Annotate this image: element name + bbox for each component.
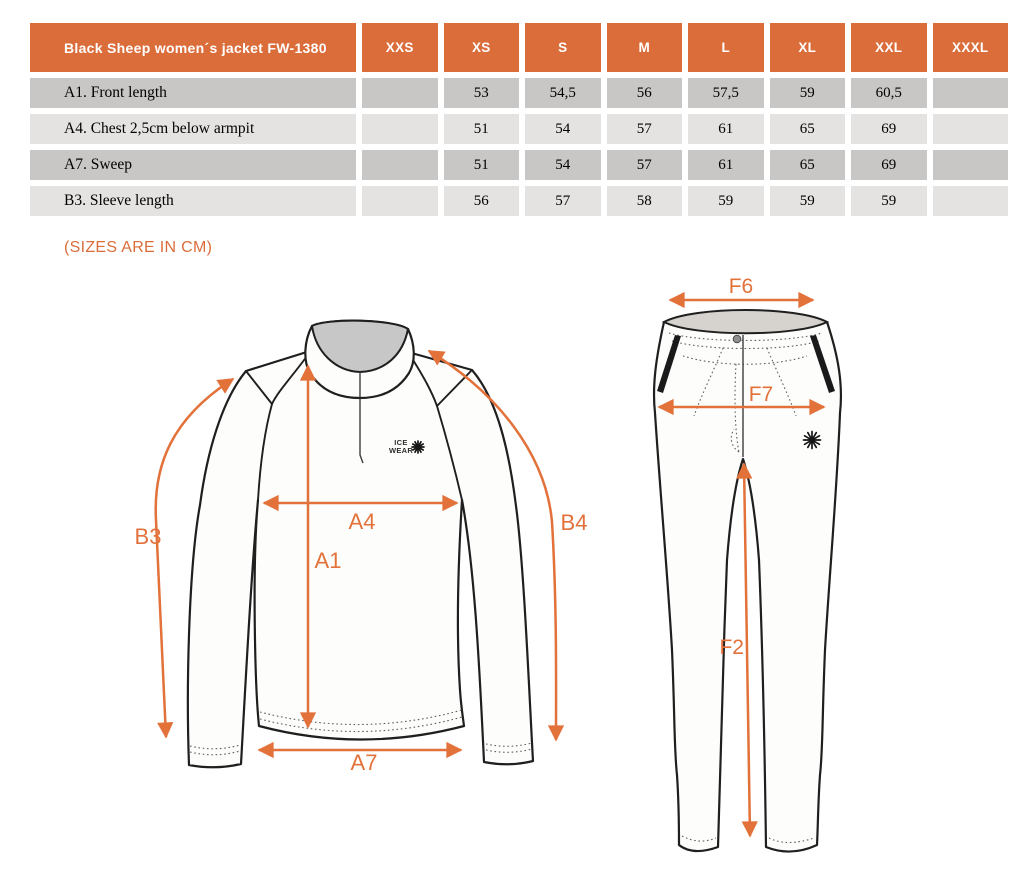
logo-text-line2: WEAR [388, 446, 414, 455]
sizes-in-cm-note: (SIZES ARE IN CM) [64, 239, 213, 256]
size-cell: 59 [770, 186, 846, 216]
table-row-front-length [30, 78, 1008, 108]
measure-label-a1: A1 [314, 548, 342, 573]
row-label: B3. Sleeve length [30, 186, 356, 216]
pants-diagram [654, 275, 841, 852]
size-cell [933, 78, 1009, 108]
measurement-diagrams [0, 268, 1033, 888]
size-cell: 65 [770, 150, 846, 180]
size-cell: 58 [607, 186, 683, 216]
size-cell: 69 [851, 114, 927, 144]
size-col-header-l: L [688, 23, 764, 72]
size-col-header-m: M [607, 23, 683, 72]
size-cell: 51 [444, 150, 520, 180]
size-col-header-xl: XL [770, 23, 846, 72]
size-cell: 57 [607, 114, 683, 144]
table-row-chest [30, 114, 1008, 144]
size-chart-title: Black Sheep women´s jacket FW-1380 [30, 23, 356, 72]
size-col-header-xxl: XXL [851, 23, 927, 72]
size-col-header-s: S [525, 23, 601, 72]
size-cell: 69 [851, 150, 927, 180]
size-col-header-xxs: XXS [362, 23, 438, 72]
pants-outline [654, 322, 841, 852]
table-row-sweep [30, 150, 1008, 180]
size-cell: 54,5 [525, 78, 601, 108]
size-cell: 54 [525, 114, 601, 144]
size-cell [933, 114, 1009, 144]
row-label: A7. Sweep [30, 150, 356, 180]
size-cell: 59 [770, 78, 846, 108]
measure-label-b3: B3 [134, 524, 162, 549]
row-label: A1. Front length [30, 78, 356, 108]
measure-label-b4: B4 [560, 510, 588, 535]
row-label: A4. Chest 2,5cm below armpit [30, 114, 356, 144]
size-cell: 65 [770, 114, 846, 144]
size-cell: 60,5 [851, 78, 927, 108]
size-cell: 51 [444, 114, 520, 144]
jacket-diagram [135, 321, 588, 775]
measure-label-f7: F7 [748, 383, 774, 406]
measure-label-a4: A4 [348, 509, 376, 534]
size-cell: 57 [607, 150, 683, 180]
measure-label-a7: A7 [350, 750, 378, 775]
waistband-top [664, 310, 827, 333]
size-cell [933, 150, 1009, 180]
size-cell: 59 [688, 186, 764, 216]
size-cell: 56 [607, 78, 683, 108]
waist-button [733, 335, 741, 343]
logo-text-line1: ICE [394, 438, 408, 447]
size-cell [362, 114, 438, 144]
size-col-header-xs: XS [444, 23, 520, 72]
size-cell [362, 78, 438, 108]
size-cell: 57 [525, 186, 601, 216]
size-cell: 61 [688, 150, 764, 180]
size-chart-table [24, 17, 1014, 222]
size-cell: 59 [851, 186, 927, 216]
size-cell: 57,5 [688, 78, 764, 108]
size-cell [362, 186, 438, 216]
size-col-header-xxxl: XXXL [933, 23, 1009, 72]
size-cell [933, 186, 1009, 216]
size-cell: 61 [688, 114, 764, 144]
measure-arrow-f2 [744, 464, 750, 836]
size-cell [362, 150, 438, 180]
measure-label-f2: F2 [719, 636, 744, 659]
table-row-sleeve-length [30, 186, 1008, 216]
size-cell: 56 [444, 186, 520, 216]
size-cell: 54 [525, 150, 601, 180]
size-cell: 53 [444, 78, 520, 108]
size-chart-header-row [30, 23, 1008, 72]
measure-label-f6: F6 [728, 275, 754, 298]
